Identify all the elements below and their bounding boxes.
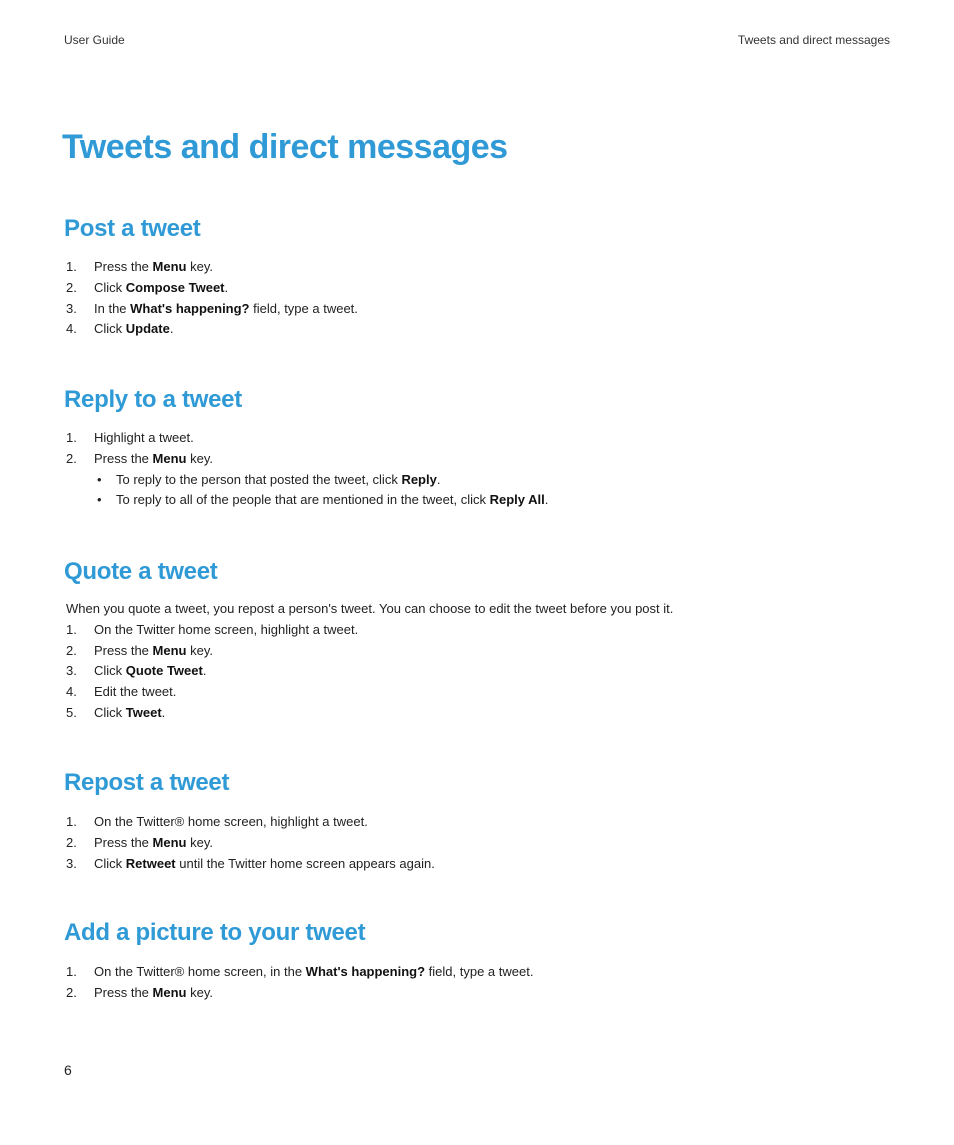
step-number: 1. bbox=[66, 621, 77, 637]
section-repost-a-tweet bbox=[64, 769, 894, 874]
step-item bbox=[64, 854, 894, 875]
step-ui-term: Quote Tweet bbox=[125, 663, 203, 679]
step-list bbox=[64, 428, 894, 470]
step-number: 4. bbox=[66, 321, 77, 337]
step-number: 4. bbox=[66, 684, 77, 700]
step-ui-term: Menu bbox=[152, 984, 187, 1000]
step-number: 3. bbox=[66, 663, 77, 679]
step-number: 2. bbox=[66, 279, 77, 295]
step-number: 1. bbox=[66, 259, 77, 274]
step-text: Click bbox=[94, 279, 126, 295]
step-item bbox=[64, 449, 894, 470]
step-text: Press the bbox=[94, 450, 153, 466]
section-quote-a-tweet bbox=[64, 558, 894, 724]
step-text-end: . bbox=[169, 321, 174, 337]
step-text: Click bbox=[94, 321, 126, 337]
section-heading: Quote a tweet bbox=[64, 558, 218, 585]
step-list bbox=[64, 812, 894, 874]
step-ui-term: Retweet bbox=[125, 855, 176, 871]
step-list bbox=[64, 257, 894, 340]
bullet: • bbox=[97, 471, 102, 487]
section-reply-to-a-tweet bbox=[64, 386, 894, 511]
step-text: On the Twitter home screen, highlight a tweet. bbox=[94, 621, 359, 637]
step-text: Click bbox=[94, 704, 126, 720]
option-ui-term: Reply bbox=[401, 471, 437, 487]
option-item bbox=[64, 490, 894, 511]
step-item bbox=[64, 833, 894, 854]
step-text-end: key. bbox=[186, 450, 213, 466]
section-intro: When you quote a tweet, you repost a person's tweet. You can choose to edit the tweet before you post it. bbox=[66, 601, 674, 616]
step-text: On the Twitter® home screen, highlight a tweet. bbox=[94, 814, 368, 829]
step-item bbox=[64, 257, 894, 278]
step-ui-term: Tweet bbox=[125, 704, 162, 720]
section-post-a-tweet bbox=[64, 215, 894, 340]
step-text-end: . bbox=[224, 279, 229, 295]
step-ui-term: Menu bbox=[152, 259, 187, 274]
step-item bbox=[64, 428, 894, 449]
option-text-end: . bbox=[436, 471, 441, 487]
step-number: 1. bbox=[66, 814, 77, 829]
step-text-end: field, type a tweet. bbox=[249, 300, 358, 316]
running-header-right: Tweets and direct messages bbox=[737, 33, 890, 47]
step-ui-term: Update bbox=[125, 321, 170, 337]
step-item bbox=[64, 319, 894, 340]
step-text-end: . bbox=[161, 704, 166, 720]
step-text-end: key. bbox=[186, 642, 213, 658]
section-heading: Add a picture to your tweet bbox=[64, 919, 366, 946]
step-number: 2. bbox=[66, 642, 77, 658]
step-text: Press the bbox=[94, 834, 153, 850]
step-number: 3. bbox=[66, 300, 77, 316]
step-text: Press the bbox=[94, 259, 153, 274]
step-item bbox=[64, 812, 894, 833]
running-header-left: User Guide bbox=[64, 33, 125, 47]
step-text: Press the bbox=[94, 984, 153, 1000]
page-number: 6 bbox=[64, 1062, 72, 1078]
step-text-end: key. bbox=[186, 984, 213, 1000]
step-ui-term: Menu bbox=[152, 642, 187, 658]
step-text-end: key. bbox=[186, 259, 213, 274]
step-number: 1. bbox=[66, 964, 77, 979]
page-title: Tweets and direct messages bbox=[62, 128, 508, 166]
bullet: • bbox=[97, 492, 102, 508]
step-item bbox=[64, 962, 894, 983]
step-item bbox=[64, 278, 894, 299]
step-number: 5. bbox=[66, 704, 77, 720]
step-text-end: field, type a tweet. bbox=[425, 964, 534, 979]
step-text: Edit the tweet. bbox=[94, 684, 177, 700]
step-item bbox=[64, 661, 894, 682]
step-item bbox=[64, 703, 894, 724]
section-add-a-picture bbox=[64, 919, 894, 1004]
step-ui-term: Menu bbox=[152, 834, 187, 850]
step-item bbox=[64, 620, 894, 641]
step-number: 3. bbox=[66, 855, 77, 871]
step-text: Click bbox=[94, 663, 126, 679]
step-text: In the bbox=[94, 300, 131, 316]
option-text-end: . bbox=[544, 492, 549, 508]
step-text-end: . bbox=[202, 663, 207, 679]
step-text-end: key. bbox=[186, 834, 213, 850]
step-text: On the Twitter® home screen, in the bbox=[94, 964, 306, 979]
section-heading: Post a tweet bbox=[64, 215, 201, 242]
step-text-end: until the Twitter home screen appears again. bbox=[175, 855, 435, 871]
option-text: To reply to the person that posted the tweet, click bbox=[116, 471, 402, 487]
step-ui-term: Menu bbox=[152, 450, 187, 466]
step-item bbox=[64, 641, 894, 662]
option-text: To reply to all of the people that are mentioned in the tweet, click bbox=[116, 492, 490, 508]
step-number: 1. bbox=[66, 430, 77, 445]
step-item bbox=[64, 983, 894, 1004]
step-number: 2. bbox=[66, 450, 77, 466]
option-item bbox=[64, 470, 894, 491]
step-text: Highlight a tweet. bbox=[94, 430, 194, 445]
step-ui-term: Compose Tweet bbox=[125, 279, 225, 295]
option-ui-term: Reply All bbox=[489, 492, 545, 508]
step-item bbox=[64, 682, 894, 703]
option-list bbox=[64, 470, 894, 512]
step-text: Press the bbox=[94, 642, 153, 658]
step-number: 2. bbox=[66, 984, 77, 1000]
section-heading: Reply to a tweet bbox=[64, 386, 242, 413]
step-text: Click bbox=[94, 855, 126, 871]
step-list bbox=[64, 962, 894, 1004]
step-item bbox=[64, 299, 894, 320]
step-list bbox=[64, 620, 894, 724]
step-ui-term: What's happening? bbox=[305, 964, 426, 979]
section-heading: Repost a tweet bbox=[64, 769, 230, 796]
step-ui-term: What's happening? bbox=[130, 300, 250, 316]
step-number: 2. bbox=[66, 834, 77, 850]
